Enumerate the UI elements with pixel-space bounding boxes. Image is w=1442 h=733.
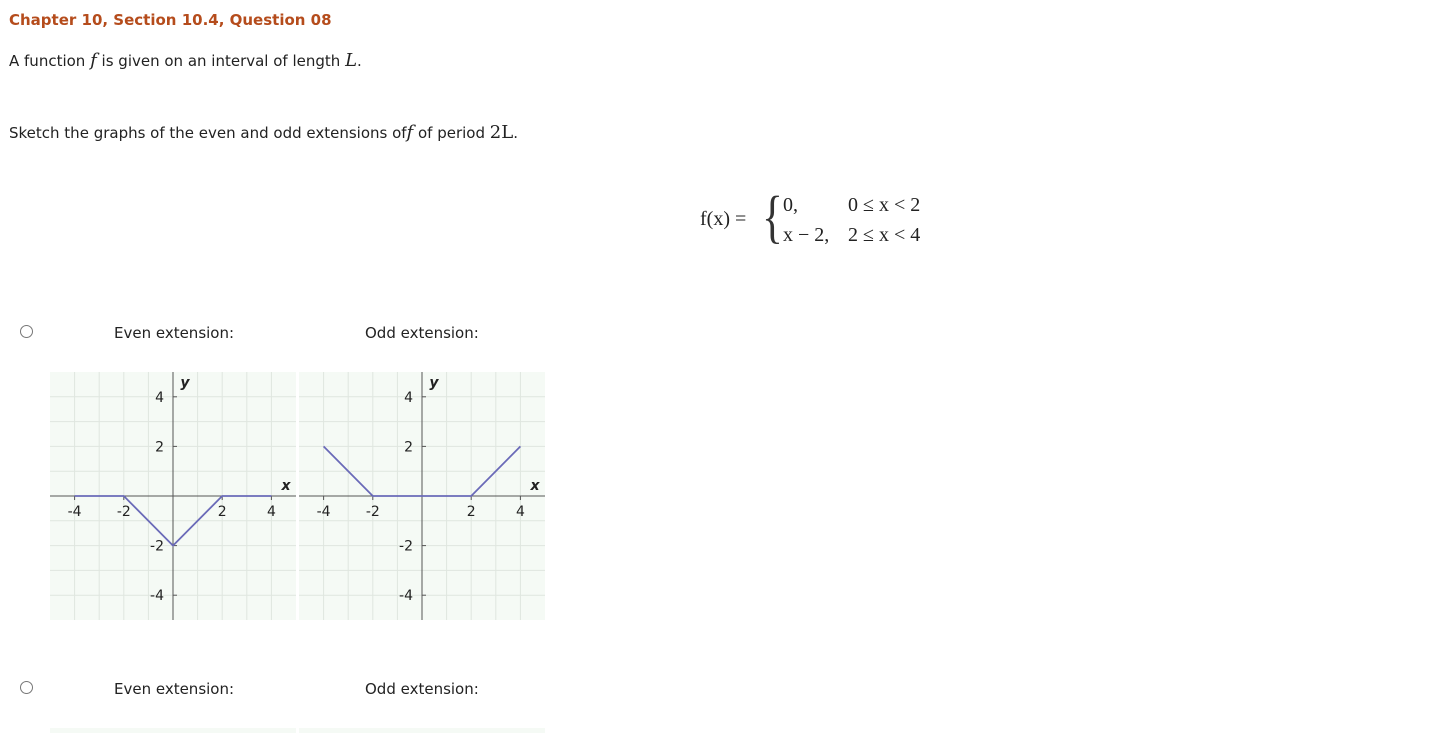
question-line-2 [9,122,518,143]
choice-2-odd-graph [299,728,545,733]
question-line-1 [9,50,362,71]
formula-case2-value: x − 2, [783,224,830,246]
x-tick-label: 2 [466,504,476,520]
x-tick-label: -2 [116,504,131,520]
y-axis-label: y [429,375,439,391]
function-symbol: f [90,50,97,71]
x-tick-label: 4 [515,504,525,520]
y-tick-label: 4 [155,389,164,406]
y-tick-label: 2 [404,439,413,456]
period-symbol: 2L [489,122,514,143]
x-tick-label: -2 [365,504,380,520]
x-tick-label: -4 [67,504,82,520]
odd-extension-graph [299,372,545,620]
y-tick-label: -4 [150,588,164,605]
line2-end: . [513,124,518,142]
line2-middle: of period [418,124,486,142]
choice-2-even-label: Even extension: [114,680,235,698]
line1-prefix: A function [9,52,86,70]
x-tick-label: 4 [266,504,276,520]
formula-case1-value: 0, [783,194,798,216]
line1-middle: is given on an interval of length [101,52,341,70]
plot-background-partial [50,728,296,733]
formula-brace: { [762,184,783,249]
choice-1-radio[interactable] [20,325,33,338]
x-axis-label: x [281,478,291,494]
choice-2-odd-label: Odd extension: [365,680,479,698]
y-tick-label: 4 [404,389,413,406]
choice-2-even-graph [50,728,296,733]
length-symbol: L [345,50,358,71]
x-tick-label: -4 [316,504,331,520]
y-tick-label: -4 [399,588,413,605]
choice-2-radio[interactable] [20,681,33,694]
choice-1-odd-label: Odd extension: [365,324,479,342]
y-tick-label: 2 [155,439,164,456]
y-tick-label: -2 [150,538,164,555]
plot-background-partial [299,728,545,733]
y-axis-label: y [180,375,190,391]
y-tick-label: -2 [399,538,413,555]
question-title: Chapter 10, Section 10.4, Question 08 [9,11,332,29]
line1-end: . [357,52,362,70]
formula-case1-condition: 0 ≤ x < 2 [848,194,921,216]
even-extension-graph [50,372,296,620]
line2-prefix: Sketch the graphs of the even and odd extensions of [9,124,407,142]
x-tick-label: 2 [217,504,227,520]
formula-lhs: f(x) = [700,208,747,230]
x-axis-label: x [530,478,540,494]
choice-1-even-label: Even extension: [114,324,235,342]
function-symbol-2: f [406,122,414,143]
formula-case2-condition: 2 ≤ x < 4 [848,224,921,246]
